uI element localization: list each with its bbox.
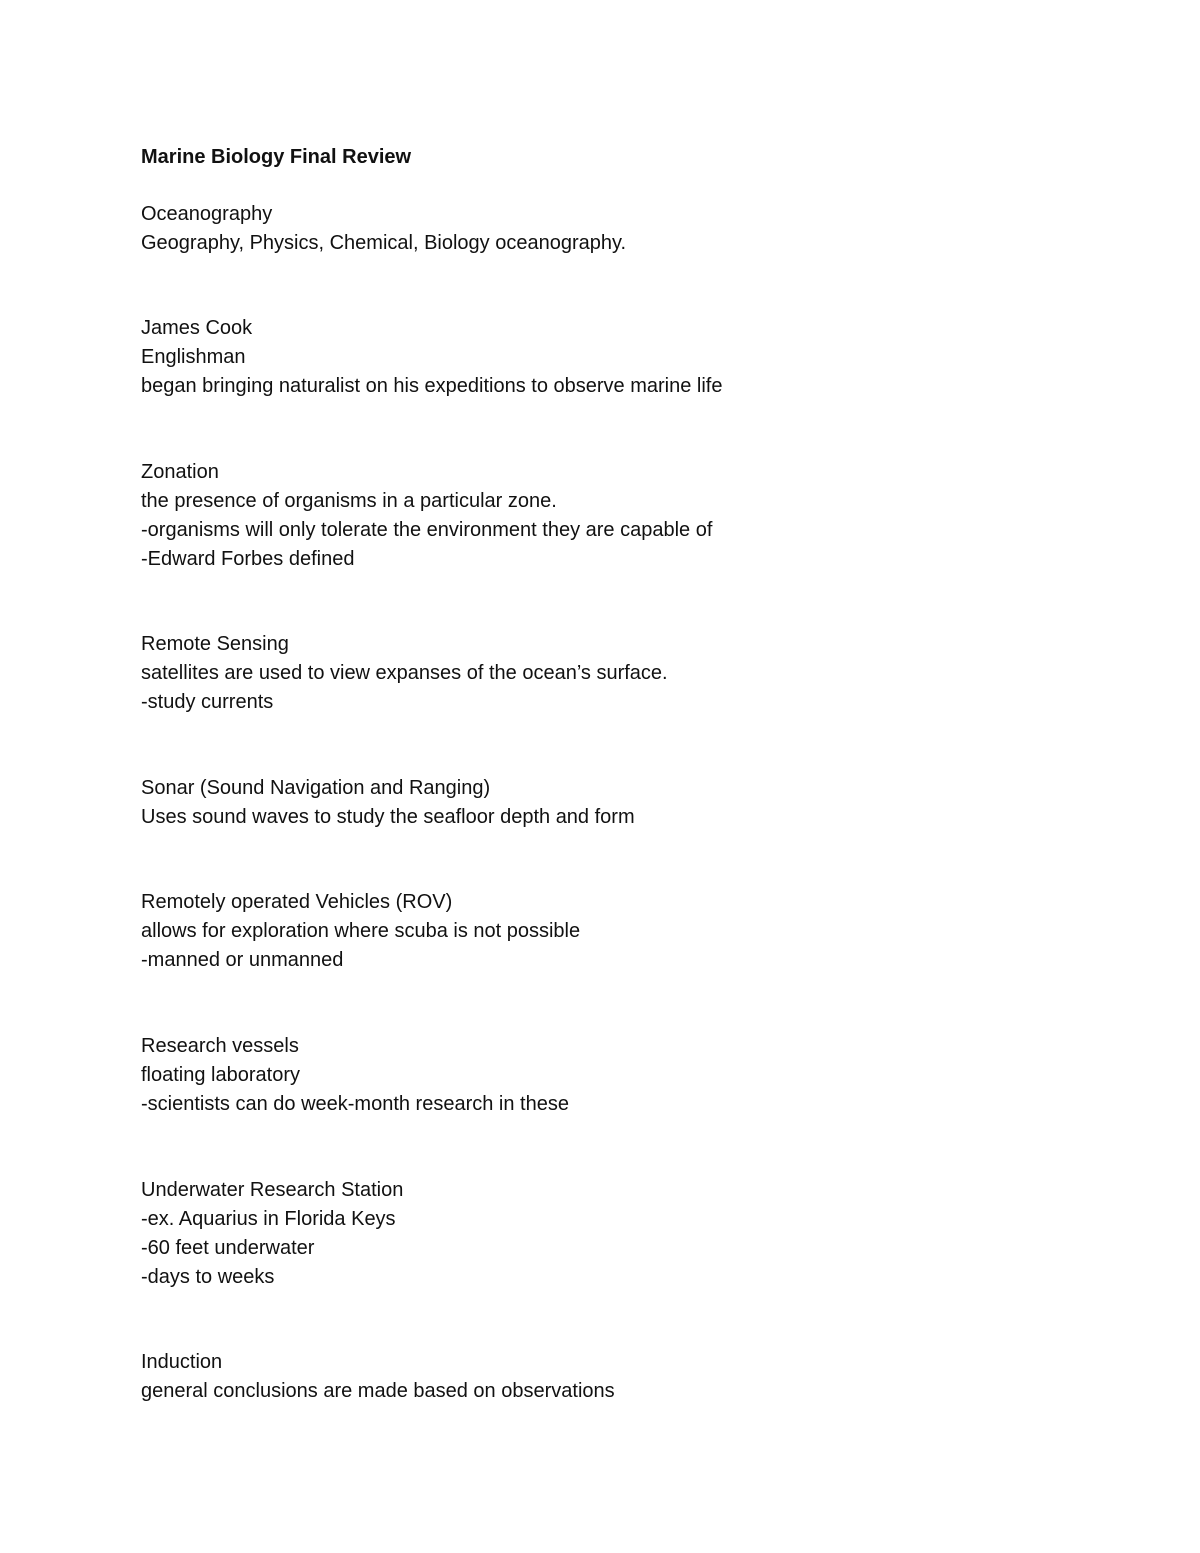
section-zonation	[141, 458, 712, 574]
section-line: Englishman	[141, 346, 246, 368]
section-heading: Research vessels	[141, 1035, 299, 1057]
section-line: -days to weeks	[141, 1266, 275, 1288]
section-heading: Remotely operated Vehicles (ROV)	[141, 891, 453, 913]
section-line: Geography, Physics, Chemical, Biology oceanography.	[141, 232, 627, 254]
section-line: -organisms will only tolerate the environment they are capable of	[141, 519, 713, 541]
section-line: -study currents	[141, 691, 274, 713]
section-heading: Oceanography	[141, 203, 273, 225]
section-line: -Edward Forbes defined	[141, 548, 355, 570]
section-heading: Underwater Research Station	[141, 1179, 404, 1201]
section-heading: Zonation	[141, 461, 219, 483]
section-line: began bringing naturalist on his expeditions to observe marine life	[141, 375, 723, 397]
section-line: satellites are used to view expanses of the ocean’s surface.	[141, 662, 668, 684]
section-research-vessels	[141, 1032, 569, 1119]
section-rov	[141, 888, 580, 975]
section-heading: Sonar (Sound Navigation and Ranging)	[141, 777, 491, 799]
section-oceanography	[141, 200, 626, 258]
section-line: -manned or unmanned	[141, 949, 344, 971]
section-line: the presence of organisms in a particular zone.	[141, 490, 557, 512]
section-heading: Induction	[141, 1351, 223, 1373]
section-induction	[141, 1348, 615, 1406]
section-line: -scientists can do week-month research in these	[141, 1093, 569, 1115]
section-line: allows for exploration where scuba is not possible	[141, 920, 581, 942]
section-james-cook	[141, 314, 722, 401]
section-sonar	[141, 774, 635, 832]
section-line: general conclusions are made based on observations	[141, 1380, 615, 1402]
section-line: -60 feet underwater	[141, 1237, 315, 1259]
section-underwater-station	[141, 1176, 403, 1292]
section-remote-sensing	[141, 630, 668, 717]
section-line: floating laboratory	[141, 1064, 300, 1086]
document-title: Marine Biology Final Review	[141, 146, 412, 168]
section-line: -ex. Aquarius in Florida Keys	[141, 1208, 396, 1230]
section-heading: Remote Sensing	[141, 633, 289, 655]
section-line: Uses sound waves to study the seafloor depth and form	[141, 806, 635, 828]
section-heading: James Cook	[141, 317, 253, 339]
